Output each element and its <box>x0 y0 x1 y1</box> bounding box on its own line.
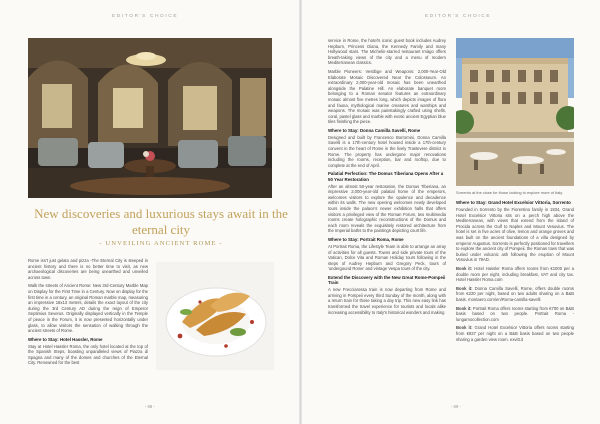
right-running-head: EDITOR'S CHOICE <box>425 14 492 19</box>
right-folio: - 89 - <box>451 404 461 409</box>
article-subtitle: - UNVEILING ANCIENT ROME - <box>99 240 223 247</box>
portrait-heading: Where to Stay: Portrait Roma, Rome <box>328 237 404 243</box>
right-text-column-2 <box>456 190 574 402</box>
train-paragraph: A new Frecciarossa train is now departing from Rome and arriving in Pompeii every third Sunday of the month, along with a return train for those taking a day trip. This new easy link has transformed the travel experience for tourists and locals alike increasing accessibility to Italy's historical wonders and making <box>328 287 446 315</box>
left-text-column <box>28 258 148 400</box>
domus-paragraph: After an almost 50-year restoration, the Domus Tiberiana, an impressive 2,000-year-old palatial home of the emperors, welcomes visitors to explore the opulence and decadence within its walls. The new opening welcomes newly developed tours inside the palace's newer exhibition halls that offers visitors a privileged view of the Roman Forum, two multimedia rooms create holographic reconstructions of the Domus and each room reveals the exquisitely restored architecture from the Imperial baths to the paintings depicting court life. <box>328 183 446 234</box>
hassler-heading: Where to Stay: Hotel Hassler, Rome <box>28 336 103 342</box>
book-it-4 <box>456 325 574 342</box>
intro-paragraph: Rome isn't just gelato and pizza -The Eternal City is steeped in ancient history and there is no better time to visit, as new archaeological discoveries are being unearthed and unveiled across town. <box>28 258 148 280</box>
book-it-4-text: Grand Hotel Excelsior Vittoria offers rooms starting from €837 per night on a B&B basis based on two people sharing a garden view room. exvitt.it <box>456 325 574 342</box>
right-text-column-1 <box>328 38 446 402</box>
book-it-3 <box>456 306 574 323</box>
left-folio: - 88 - <box>145 404 155 409</box>
savelli-paragraph: Designed and built by Francesco Borromini, Donna Camilla Savelli is a 17th-century hotel housed inside a 17th-century convent in the heart of Rome in the lively Trastevere district in Rome. The property has undergone major renovations including the rooms, reception, bar and rooftop, due to complete at the end of April. <box>328 134 446 168</box>
mosaic-paragraph: Marble Pioneers: Vestibge and Weapons: 2,000-Year-Old Elaborate Mosaic Discovered Near the Colosseum. An extraordinary 2,000-year-old mosaic has been unearthed alongside the Palatine Hill. An elaborate banquet room belonging to a Roman senator features an extraordinary mosaic almost five metres long, which depicts images of flora and fauna, mythological marine creatures and warships and weapons. The mosaic was painstakingly crafted using shells, coral, pastel glass and marble with exotic ancient Egyptian blue tiles finishing the piece. <box>328 68 446 125</box>
domus-heading: Palatial Perfection: The Domus Tiberiana Opens After a 50 Year Restoration <box>328 171 444 182</box>
portrait-paragraph: At Portrait Roma, the Lifestyle Team is able to arrange an array of activities for all guests. Towns and side private tours of the Vatican, Dolce Vita and Roman Holiday tours following in the steps of Audrey Hepburn and Gregory Peck, tours of 'undergound Rome' and vintage Vespa tours of the city. <box>328 243 446 272</box>
savelli-heading: Where to Stay: Donna Camilla Savelli, Rome <box>328 127 421 133</box>
book-it-3-label: Book it: <box>456 305 472 311</box>
article-title: New discoveries and luxurious stays await in the eternal city <box>34 206 288 237</box>
hassler-paragraph: Stay at Hotel Hassler Roma, the only hotel located at the top of the Spanish Steps, boasting unparalleled views of Piazza di Spagna and many of the domes and churches of the Eternal City. Renowned for the best <box>28 343 148 366</box>
food-plate-photo <box>156 262 274 370</box>
book-it-3-text: Portrait Roma offers rooms starting from €700 on B&B basis based on two people. Portrait Roma - lungarnocollection.com <box>456 305 574 322</box>
book-it-1-text: Hotel Hassler Roma offers rooms from €1000 per a double room per night, including breakfast, VAT and city tax. Hotel Hassler Roma.com <box>456 266 574 283</box>
book-it-2-label: Book it: <box>456 285 473 291</box>
page-gutter <box>299 0 302 424</box>
hassler-continued-paragraph: service in Rome, the hotel's iconic guest book includes Audrey Hepburn, Princess Diana, the Kennedy Family and many Hollywood stars. The Michelin-starred restaurant Imàgo offers breath-taking views of the city and a menu of modern Mediterranean classics. <box>328 38 446 66</box>
marble-map-paragraph: Walk the streets of Ancient Rome: New 3rd-Century Marble Map on Display for the First Time in a Century. Now on display for the first time in a century, an original Roman marble map, measuring an impressive 18x13 meters, details the exact layout of the city during the 3rd Century AD during the reign of Emperor Septimius Severus. Originally displayed vertically in the Temple of peace in the Forum, it is now presented horizontally under glass, to allow visitors the sensation of walking through the ancient streets of Rome. <box>28 283 148 334</box>
hotel-lobby-photo <box>28 38 272 198</box>
book-it-4-label: Book it: <box>456 325 473 331</box>
sorrento-hotel-photo <box>456 38 574 186</box>
book-it-1-label: Book it: <box>456 266 473 272</box>
excelsior-paragraph: Founded in Sorrento by the Fiorentino family in 1834, Grand Hotel Excelsior Vittoria sits on a perch high above the Mediterranean, with views that extend from the island of Procida across the Gulf to Naples and Mount Vesuvius. The hotel is set in five acres of olive, lemon and orange groves and was built on the ancient foundations of a villa designed by emperor Augustus. Sorrento is perfectly positioned for travellers to explore the ancient city of Pompeii, the Roman town that was buried under volcanic ash following the eruption of Mount Vesuvius in 79AD. <box>456 207 574 263</box>
book-it-2 <box>456 286 574 303</box>
left-running-head: EDITOR'S CHOICE <box>112 14 179 19</box>
book-it-1 <box>456 266 574 283</box>
excelsior-heading: Where to Stay: Grand Hotel Excelsior Vittoria, Sorrento <box>456 200 571 206</box>
train-heading: Extend the Discovery with the New Great Rome-Pompeii Train <box>328 274 446 286</box>
book-it-2-text: Donna Camilla Savelli, Rome, offers double rooms from €220 per night, based on two adults sharing on a B&B basis. montaero.com/en/Roma-camilla-savelli <box>456 285 574 303</box>
photo-caption: Sorrento at the close for those looking to explore more of Italy. <box>456 190 563 195</box>
